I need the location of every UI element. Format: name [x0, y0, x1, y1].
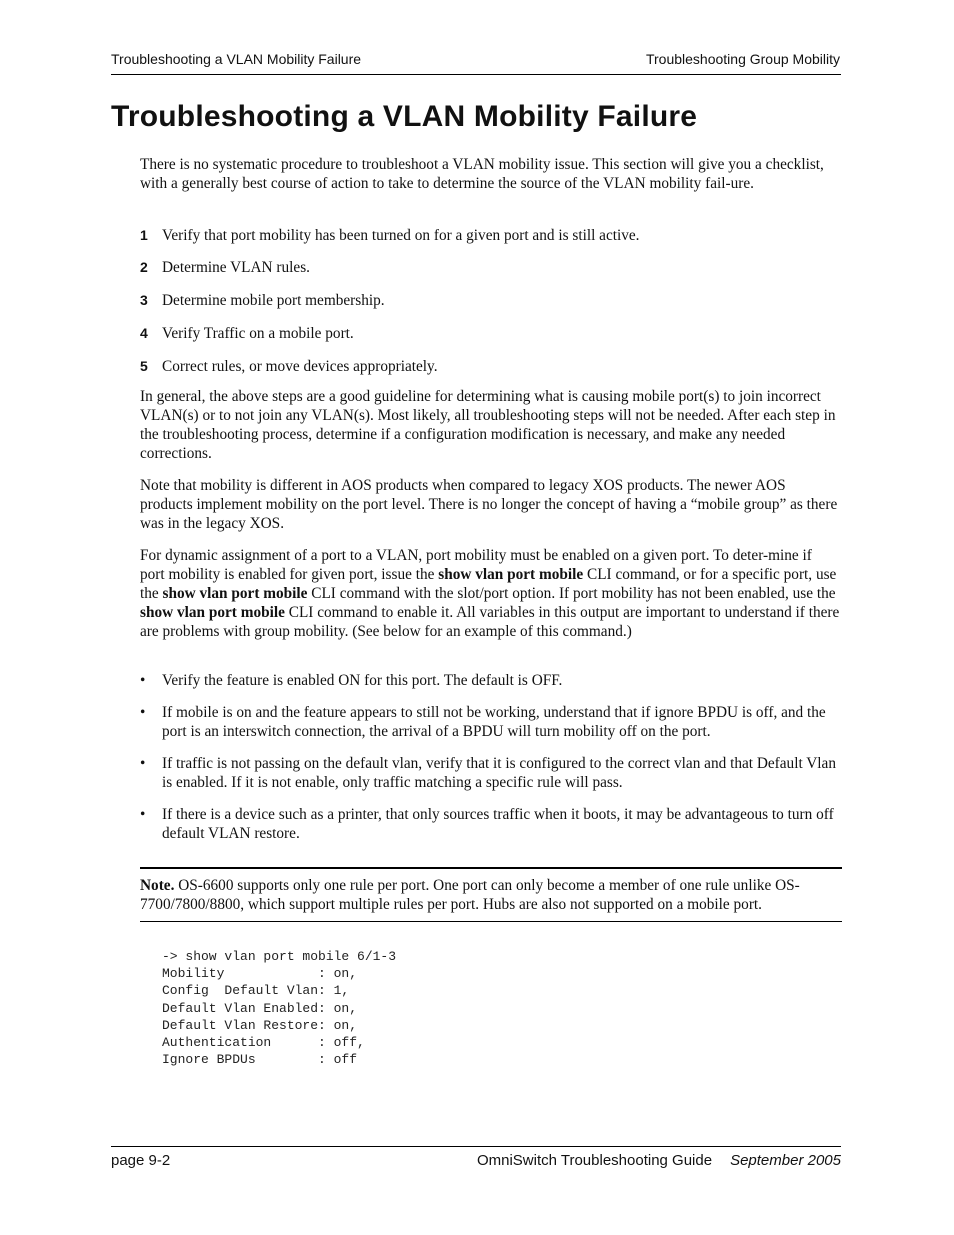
step-text: Verify Traffic on a mobile port.	[162, 325, 354, 342]
step-number: 4	[140, 325, 148, 341]
cli-output-example: -> show vlan port mobile 6/1-3 Mobility : on, Config Default Vlan: 1, Default Vlan Enabled: on, Default Vlan Restore: on, Authentication : off, Ignore BPDUs : off	[162, 949, 397, 1068]
note-top-rule	[140, 867, 842, 869]
dynamic-assignment-paragraph: For dynamic assignment of a port to a VLAN, port mobility must be enabled on a given port. To deter-mine if port mobility is enabled for given port, issue the show vlan port mobile CLI command, or for a specific port, use the show vlan port mobile CLI command with the slot/port option. If port mobility has not been enabled, use the show vlan port mobile CLI command to enable it. All variables in this output are important to understand if there are problems with group mobility. (See below for an example of this command.)	[140, 547, 840, 640]
page-title: Troubleshooting a VLAN Mobility Failure	[111, 100, 698, 133]
note-label: Note.	[140, 877, 175, 894]
footer-publication	[477, 1152, 841, 1169]
bullet-dot: •	[140, 672, 146, 689]
note-bottom-rule	[140, 921, 842, 922]
cli-command: show vlan port mobile	[438, 566, 584, 583]
general-guideline-paragraph: In general, the above steps are a good guideline for determining what is causing mobile port(s) to join incorrect VLAN(s) or to not join any VLAN(s). Most likely, all troubleshooting steps will not be needed. After each step in the troubleshooting process, determine if a configuration modification is necessary, and make any needed corrections.	[140, 388, 836, 462]
bullet-dot: •	[140, 755, 146, 772]
step-text: Determine VLAN rules.	[162, 259, 310, 276]
step-text: Verify that port mobility has been turned on for a given port and is still active.	[162, 227, 640, 244]
step-text: Determine mobile port membership.	[162, 292, 385, 309]
running-header-left: Troubleshooting a VLAN Mobility Failure	[111, 51, 362, 67]
step-text: Correct rules, or move devices appropriately.	[162, 358, 438, 375]
guide-title: OmniSwitch Troubleshooting Guide	[476, 1152, 713, 1169]
footer-rule	[111, 1146, 841, 1147]
header-rule	[111, 74, 841, 75]
step-number: 2	[140, 259, 148, 275]
running-header-right: Troubleshooting Group Mobility	[645, 51, 840, 67]
bullet-text: If there is a device such as a printer, that only sources traffic when it boots, it may be advantageous to turn off default VLAN restore.	[162, 806, 834, 842]
intro-paragraph: There is no systematic procedure to troubleshoot a VLAN mobility issue. This section will give you a checklist, with a generally best course of action to take to determine the source of the VLAN mobility fail-ure.	[140, 156, 824, 192]
page-number: page 9-2	[111, 1152, 171, 1169]
bullet-text: If traffic is not passing on the default vlan, verify that it is configured to the correct vlan and that Default Vlan is enabled. If it is not enable, only traffic matching a specific rule will pass.	[162, 755, 836, 791]
cli-command: show vlan port mobile	[140, 604, 285, 621]
publication-date: September 2005	[730, 1152, 841, 1169]
cli-command: show vlan port mobile	[162, 585, 308, 602]
mobility-difference-paragraph: Note that mobility is different in AOS products when compared to legacy XOS products. The newer AOS products implement mobility on the port level. There is no longer the concept of having a “mobile group” as there was in the legacy XOS.	[140, 477, 838, 532]
step-number: 3	[140, 292, 148, 308]
bullet-text: If mobile is on and the feature appears to still not be working, understand that if ignore BPDU is off, and the port is an interswitch connection, the arrival of a BPDU will turn mobility off on the port.	[162, 704, 826, 740]
bullet-dot: •	[140, 704, 146, 721]
step-number: 5	[140, 358, 148, 374]
note-box	[140, 876, 842, 914]
note-body: OS-6600 supports only one rule per port. One port can only become a member of one rule unlike OS-7700/7800/8800, which support multiple rules per port. Hubs are also not supported on a mobile port.	[140, 877, 800, 913]
bullet-dot: •	[140, 806, 146, 823]
bullet-text: Verify the feature is enabled ON for this port. The default is OFF.	[162, 672, 563, 689]
step-number: 1	[140, 227, 148, 243]
